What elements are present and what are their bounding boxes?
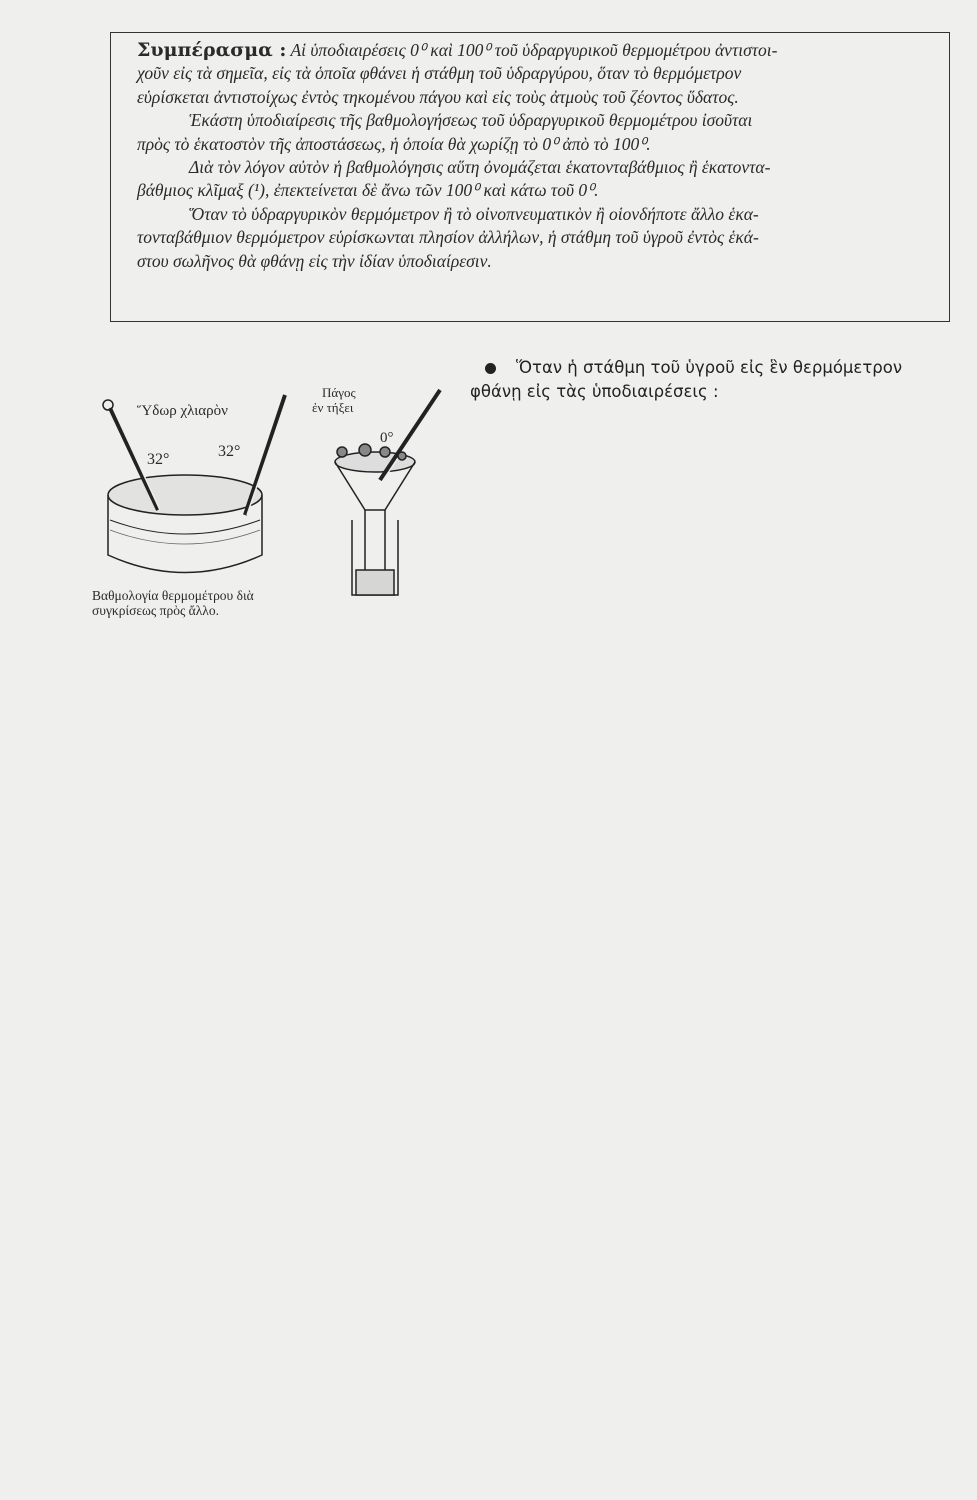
conclusion-line: τονταβάθμιον θερμόμετρον εὑρίσκωνται πλησίον ἀλλήλων, ἡ στάθμη τοῦ ὑγροῦ ἐντὸς ἑκά- xyxy=(137,227,759,248)
figure1-caption-2: συγκρίσεως πρὸς ἄλλο. xyxy=(92,603,219,618)
conclusion-line: Ὅταν τὸ ὑδραργυρικὸν θερμόμετρον ἢ τὸ οἰνοπνευματικὸν ἢ οἱονδήποτε ἄλλο ἑκα- xyxy=(189,203,759,224)
reading-32-right: 32° xyxy=(218,443,241,460)
label-warm-water: Ὕδωρ χλιαρὸν xyxy=(137,403,228,419)
readings-line-1: Ὅταν ἡ στάθμη τοῦ ὑγροῦ εἰς ἓν θερμόμετρον xyxy=(485,358,902,377)
figure-calibration xyxy=(80,380,394,620)
conclusion-line: Διὰ τὸν λόγον αὐτὸν ἡ βαθμολόγησις αὕτη ὀνομάζεται ἑκατονταβάθμιος ἢ ἑκατοντα- xyxy=(189,157,771,178)
conclusion-line: χοῦν εἰς τὰ σημεῖα, εἰς τὰ ὁποῖα φθάνει ἡ στάθμη τοῦ ὑδραργύρου, ὅταν τὸ θερμόμετρον xyxy=(137,63,742,84)
reading-zero: 0° xyxy=(380,430,394,446)
conclusion-line: στου σωλῆνος θὰ φθάνῃ εἰς τὴν ἰδίαν ὑποδιαίρεσιν. xyxy=(137,250,492,271)
funnel-illustration xyxy=(335,390,442,595)
reading-32-left: 32° xyxy=(147,451,170,468)
conclusion-box xyxy=(110,32,950,322)
conclusion-line: Συμπέρασμα : Αἱ ὑποδιαιρέσεις 0⁰ καὶ 100⁰ τοῦ ὑδραργυρικοῦ θερμομέτρου ἀντιστοι- xyxy=(137,39,778,61)
bullet-icon xyxy=(485,363,496,374)
conclusion-line: βάθμιος κλῖμαξ (¹), ἐπεκτείνεται δὲ ἄνω τῶν 100⁰ καὶ κάτω τοῦ 0⁰. xyxy=(137,180,599,201)
readings-line-2: φθάνῃ εἰς τὰς ὑποδιαιρέσεις : xyxy=(470,382,719,401)
conclusion-line: εὑρίσκεται ἀντιστοίχως ἐντὸς τηκομένου πάγου καὶ εἰς τοὺς ἀτμοὺς τοῦ ζέοντος ὕδατος. xyxy=(137,86,739,107)
figure1-caption: Βαθμολογία θερμομέτρου διὰ xyxy=(92,588,254,603)
label-ice: Πάγος xyxy=(322,385,356,400)
conclusion-line: πρὸς τὸ ἑκατοστὸν τῆς ἀποστάσεως, ἡ ὁποία θὰ χωρίζῃ τὸ 0⁰ ἀπὸ τὸ 100⁰. xyxy=(137,133,651,154)
conclusion-title: Συμπέρασμα : xyxy=(137,39,287,61)
beaker-illustration xyxy=(103,395,288,573)
conclusion-line: Ἑκάστη ὑποδιαίρεσις τῆς βαθμολογήσεως τοῦ ὑδραργυρικοῦ θερμομέτρου ἰσοῦται xyxy=(189,110,753,131)
label-ice-melting: ἐν τήξει xyxy=(312,400,354,415)
